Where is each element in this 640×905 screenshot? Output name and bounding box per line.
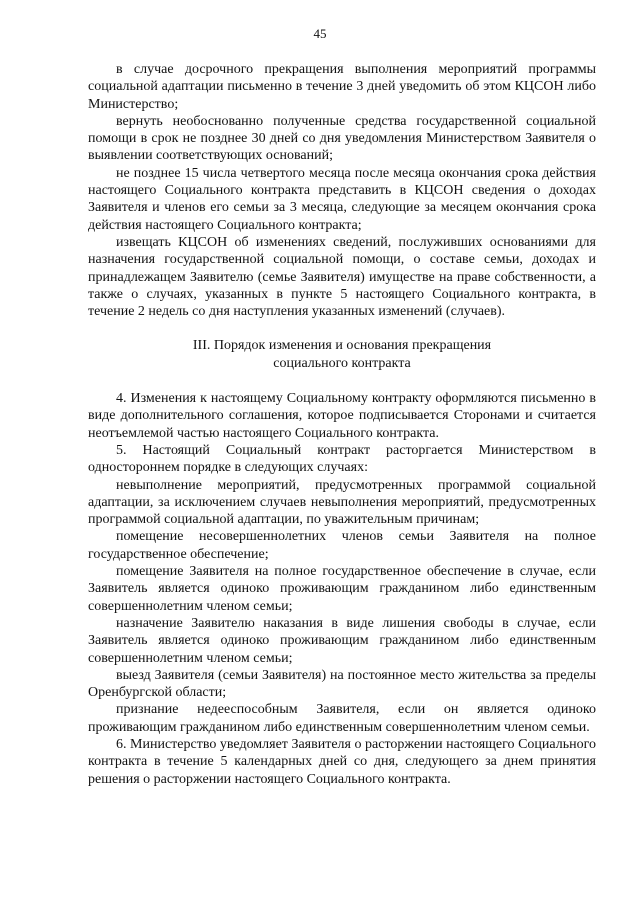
paragraph-clause-6: 6. Министерство уведомляет Заявителя о расторжении настоящего Социального контракта в течение 5 календарных дней со дня, следующего за днем принятия решения о расторжении настоящего Социального контракта. <box>88 736 596 787</box>
paragraph-income-report: не позднее 15 числа четвертого месяца после месяца окончания срока действия настоящего Социального контракта представить в КЦСОН сведения о доходах Заявителя и членов его семьи за 3 месяца, следующие за месяцем окончания срока действия настоящего Социального контракта; <box>88 165 596 233</box>
list-item-minors-state-care: помещение несовершеннолетних членов семьи Заявителя на полное государственное обеспечение; <box>88 529 596 562</box>
list-item-applicant-state-care: помещение Заявителя на полное государственное обеспечение в случае, если Заявитель является одиноко проживающим гражданином либо единственным совершеннолетним членом семьи; <box>88 564 596 614</box>
list-item-relocation: выезд Заявителя (семьи Заявителя) на постоянное место жительства за пределы Оренбургской области; <box>88 667 596 701</box>
paragraph-clause-5: 5. Настоящий Социальный контракт расторгается Министерством в одностороннем порядке в следующих случаях: <box>88 442 596 476</box>
paragraph-notify-changes: извещать КЦСОН об изменениях сведений, послуживших основаниями для назначения государственной социальной помощи, о составе семьи, доходах и принадлежащем Заявителю (семье Заявителя) имуществе на праве собственности, а также о случаях, указанных в пункте 5 настоящего Социального контракта, в течение 2 недель со дня наступления указанных изменений (случаев). <box>88 234 596 320</box>
page-number: 45 <box>313 26 327 41</box>
list-item-imprisonment: назначение Заявителю наказания в виде лишения свободы в случае, если Заявитель является одиноко проживающим гражданином либо единственным совершеннолетним членом семьи; <box>88 615 596 666</box>
list-item-incapacity: признание недееспособным Заявителя, если он является одиноко проживающим гражданином либо единственным совершеннолетним членом семьи. <box>88 702 596 735</box>
paragraph-return-funds: вернуть необоснованно полученные средства государственной социальной помощи в срок не позднее 30 дней со дня уведомления Министерством Заявителя о выявлении соответствующих оснований; <box>88 113 596 164</box>
section-heading-line-2: социального контракта <box>273 355 411 371</box>
paragraph-clause-4: 4. Изменения к настоящему Социальному контракту оформляются письменно в виде дополнительного соглашения, которое подписывается Сторонами и считается неотъемлемой частью настоящего Социального контракта. <box>88 391 596 441</box>
paragraph-notify-early-termination: в случае досрочного прекращения выполнения мероприятий программы социальной адаптации письменно в течение 3 дней уведомить об этом КЦСОН либо Министерство; <box>88 62 596 112</box>
section-heading <box>88 337 596 372</box>
list-item-nonfulfillment: невыполнение мероприятий, предусмотренных программой социальной адаптации, за исключением случаев невыполнения мероприятий, предусмотренных программой социальной адаптации, по уважительным причинам; <box>88 477 596 528</box>
section-heading-line-1: III. Порядок изменения и основания прекращения <box>192 338 492 354</box>
document-body <box>88 61 596 788</box>
